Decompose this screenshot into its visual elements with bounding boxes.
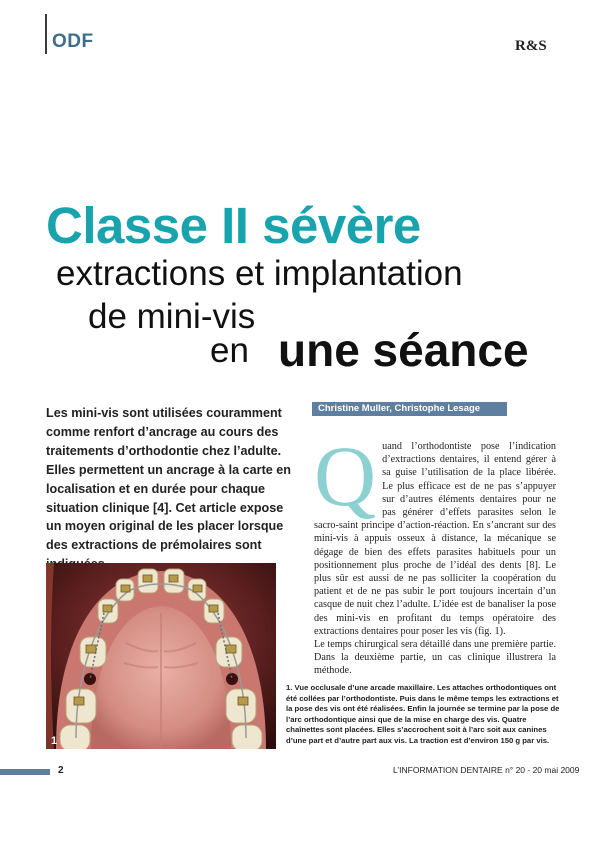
- figure-caption: 1. Vue occlusale d’une arcade maxillaire. Les attaches orthodontiques ont été collées par l’orthodontiste. Puis dans le même temps les extractions et la pose des vis ont été réalisées. Enfin la journée se termine par la pose de l’arc orthodontique ainsi que de la mise en charge des vis. Quatre chaînettes sont placées. Elles s’accrochent soit à l’arc soit aux canines d’une part et d’autre part aux vis. La traction est d’environ 150 g par vis.: [286, 683, 560, 745]
- title-line-3: de mini-vis: [88, 297, 256, 336]
- figure-number: 1: [51, 735, 58, 747]
- authors-bar: Christine Muller, Christophe Lesage: [312, 402, 507, 416]
- body-paragraph-1: uand l’orthodontiste pose l’indication d’extractions dentaires, il entend gérer à sa guise l’utilisation de la place libérée. Le plus efficace est de ne pas s’appuyer sur d’autres éléments dentaires pour ne pas générer d’effets parasites selon le sacro-saint principe d’action-réaction. En s’ancrant sur des mini-vis à appuis osseux à distance, la mécanique se dégage de bien des effets parasites habituels pour un positionnement plus proche de l’idéal des dents [8]. Le plus sûr est aussi de ne pas solliciter la coopération du patient et de ne pas subir le port toujours incertain d’un casque de nuit chez l’adulte. L’idée est de banaliser la pose des mini-vis en profitant du temps opératoire des extractions dentaires pour poser les vis (fig. 1).: [314, 441, 556, 637]
- brand-logo: R&S: [515, 38, 547, 54]
- article-body: [314, 428, 556, 678]
- header-rule: [45, 14, 47, 54]
- drop-cap: Q: [314, 428, 377, 524]
- title-line-4-bold: une séance: [278, 324, 529, 376]
- body-paragraph-2: Le temps chirurgical sera détaillé dans une première partie. Dans la deuxième partie, un cas clinique illustrera la méthode.: [314, 639, 556, 677]
- journal-citation: L’INFORMATION DENTAIRE n° 20 - 20 mai 2009: [393, 765, 580, 775]
- title-line-1: Classe II sévère: [46, 197, 421, 254]
- title-line-2: extractions et implantation: [56, 254, 463, 293]
- intro-lede: Les mini-vis sont utilisées couramment comme renfort d’ancrage au cours des traitements d’orthodontie chez l’adulte. Elles permettent un ancrage à la carte en localisation et en durée pour chaque situation clinique [4]. Cet article expose un moyen original de les placer lorsque des extractions de prémolaires sont: [46, 406, 291, 553]
- title-line-4-regular: en: [210, 331, 249, 370]
- footer-bar: [0, 769, 50, 775]
- page-number: 2: [58, 765, 64, 776]
- figure-photo: [46, 563, 276, 749]
- section-label: ODF: [52, 31, 94, 52]
